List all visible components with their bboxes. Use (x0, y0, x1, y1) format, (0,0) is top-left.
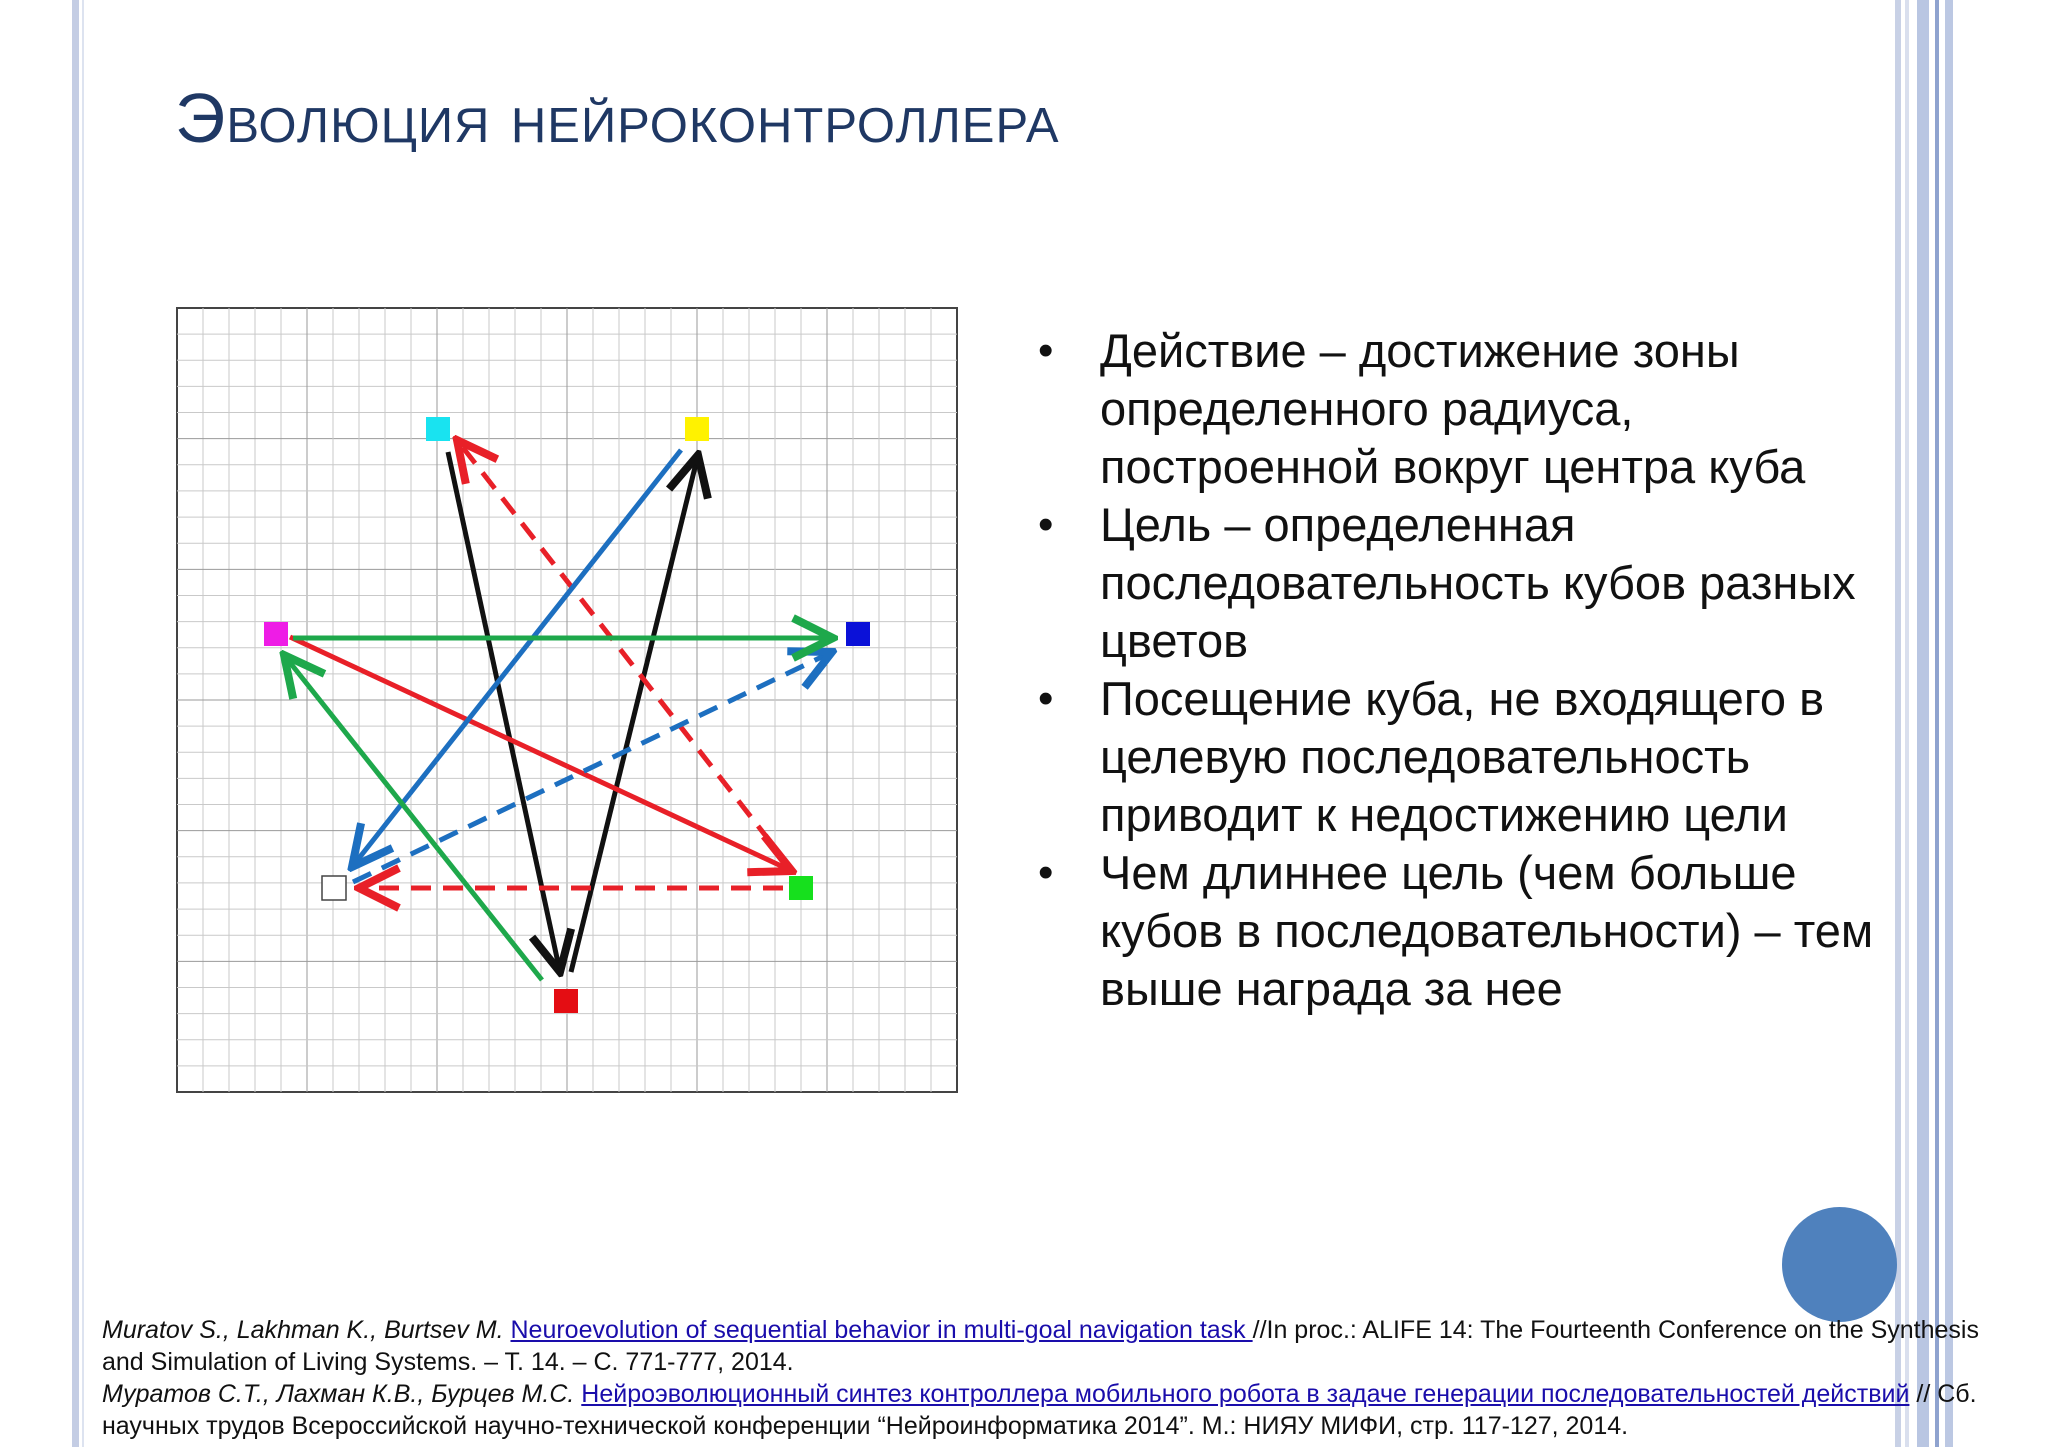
reference-source: // Сб. научных трудов Всероссийской научно-технической конференции “Нейроинформатика 2014”. М.: НИЯУ МИФИ, стр. 117-127, 2014. (102, 1380, 1977, 1440)
bullet-text: Действие – достижение зоны определенного радиуса, построенной вокруг центра куба (1100, 324, 1806, 493)
reference-authors: Муратов С.Т., Лахман К.В., Бурцев М.С. (102, 1380, 575, 1408)
right-decor-stripes (1895, 0, 2048, 1447)
bullet-text: Цель – определенная последовательность кубов разных цветов (1100, 498, 1856, 667)
reference-en (102, 1314, 1982, 1378)
cube-blue (846, 622, 870, 646)
plot-grid (177, 308, 957, 1092)
cube-red (554, 989, 578, 1013)
bullet-text: Посещение куба, не входящего в целевую последовательность приводит к недостижению цели (1100, 672, 1825, 841)
left-decor-line (82, 0, 84, 1447)
left-decor-bar (72, 0, 79, 1447)
bullet-dot: • (1038, 674, 1054, 723)
reference-source: //In proc.: ALIFE 14: The Fourteenth Conference on the Synthesis and Simulation of Living Systems. – T. 14. – C. 771-777, 2014. (102, 1316, 1979, 1376)
reference-ru (102, 1378, 1982, 1442)
cube-white (322, 876, 346, 900)
bullet-item (1030, 322, 1900, 496)
bullet-text: Чем длиннее цель (чем больше кубов в последовательности) – тем выше награда за нее (1100, 846, 1874, 1015)
bullet-list (1030, 322, 1900, 1018)
reference-link[interactable]: Нейроэволюционный синтез контроллера мобильного робота в задаче генерации последовательностей действий (581, 1380, 1910, 1408)
reference-link[interactable]: Neuroevolution of sequential behavior in multi-goal navigation task (510, 1316, 1253, 1344)
cube-yellow (685, 417, 709, 441)
navigation-plot (150, 295, 970, 1125)
decor-circle (1782, 1207, 1897, 1322)
references (102, 1314, 1982, 1442)
bullet-item (1030, 844, 1900, 1018)
slide-title: Эволюция нейроконтроллера (175, 79, 1060, 157)
cube-cyan (426, 417, 450, 441)
bullet-dot: • (1038, 500, 1054, 549)
bullet-item (1030, 670, 1900, 844)
reference-authors: Muratov S., Lakhman K., Burtsev M. (102, 1316, 504, 1344)
bullet-dot: • (1038, 326, 1054, 375)
bullet-dot: • (1038, 848, 1054, 897)
cube-green (789, 876, 813, 900)
bullet-item (1030, 496, 1900, 670)
cube-magenta (264, 622, 288, 646)
